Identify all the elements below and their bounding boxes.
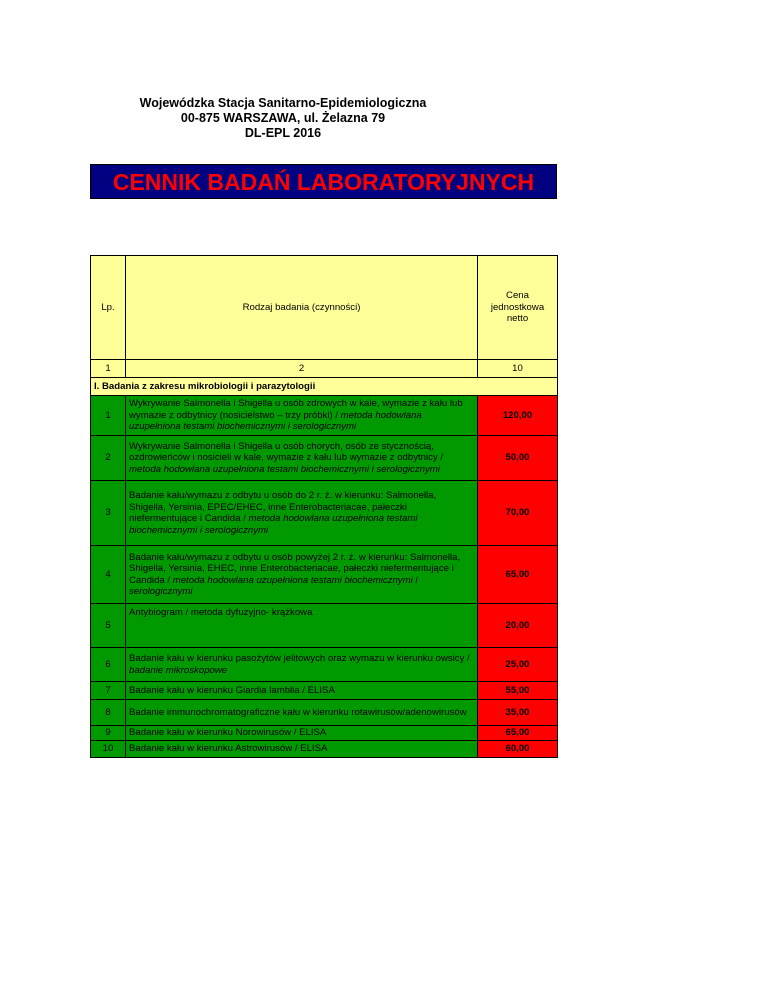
table-row xyxy=(91,396,558,436)
row-price: 25,00 xyxy=(478,648,558,682)
row-method: metoda hodowlana uzupełniona testami biochemicznymi i serologicznymi xyxy=(129,463,440,475)
row-description: Badanie kału w kierunku Giardia lamblia / ELISA xyxy=(126,682,478,700)
row-lp: 4 xyxy=(91,546,126,604)
row-price: 60,00 xyxy=(478,741,558,758)
row-description: Wykrywanie Salmonella i Shigella u osób zdrowych w kale, wymazie z kału lub wymazie z odbytnicy (nosicielstwo – trzy próbki) / metoda hodowlana uzupełniona testami biochemicznymi i serologicznymi xyxy=(126,396,478,436)
row-method: metoda hodowlana uzupełniona testami biochemicznymi i serologicznymi xyxy=(129,513,418,536)
header-unit-price: Cena jednostkowa netto xyxy=(478,256,558,360)
row-description: Antybiogram / metoda dyfuzyjno- krążkowa xyxy=(126,604,478,648)
header-lp: Lp. xyxy=(91,256,126,360)
row-description: Badanie immunochromatograficzne kału w kierunku rotawirusów/adenowirusów xyxy=(126,700,478,726)
row-lp: 7 xyxy=(91,682,126,700)
section-row xyxy=(91,378,558,396)
row-price: 55,00 xyxy=(478,682,558,700)
row-price: 65,00 xyxy=(478,546,558,604)
row-description: Badanie kału w kierunku pasożytów jelitowych oraz wymazu w kierunku owsicy / badanie mikroskopowe xyxy=(126,648,478,682)
table-row xyxy=(91,682,558,700)
row-price: 120,00 xyxy=(478,396,558,436)
row-method: metoda hodowlana uzupełniona testami biochemicznymi i serologicznymi xyxy=(129,574,418,597)
row-description: Badanie kału/wymazu z odbytu u osób do 2 r. ż. w kierunku: Salmonella, Shigella, Yersinia, EPEC/EHEC, inne Enterobacteriacae, pałeczki niefermentujące i Candida / metoda hodowlana uzupełniona testami biochemicznymi i serologicznymi xyxy=(126,481,478,546)
row-lp: 5 xyxy=(91,604,126,648)
row-lp: 10 xyxy=(91,741,126,758)
row-description: Badanie kału/wymazu z odbytu u osób powyżej 2 r. ż. w kierunku: Salmonella, Shigella, Yersinia, EHEC, inne Enterobacteriacae, pałeczki niefermentujące i Candida / metoda hodowlana uzupełniona testami biochemicznymi i serologicznymi xyxy=(126,546,478,604)
institution-header xyxy=(118,96,448,141)
row-lp: 2 xyxy=(91,436,126,481)
colnum-price: 10 xyxy=(478,360,558,378)
column-numbers-row xyxy=(91,360,558,378)
row-price: 50,00 xyxy=(478,436,558,481)
row-lp: 1 xyxy=(91,396,126,436)
document-code: DL-EPL 2016 xyxy=(244,126,322,140)
row-description: Badanie kału w kierunku Astrowirusów / ELISA xyxy=(126,741,478,758)
table-row xyxy=(91,546,558,604)
table-row xyxy=(91,436,558,481)
section-title: I. Badania z zakresu mikrobiologii i parazytologii xyxy=(91,378,558,396)
price-table xyxy=(90,255,558,758)
row-price: 20,00 xyxy=(478,604,558,648)
row-lp: 6 xyxy=(91,648,126,682)
header-test-name: Rodzaj badania (czynności) xyxy=(126,256,478,360)
row-description: Badanie kału w kierunku Norowirusów / ELISA xyxy=(126,726,478,741)
table-row xyxy=(91,604,558,648)
row-price: 70,00 xyxy=(478,481,558,546)
table-header-row xyxy=(91,256,558,360)
table-row xyxy=(91,726,558,741)
row-lp: 9 xyxy=(91,726,126,741)
table-row xyxy=(91,700,558,726)
row-method: metoda hodowlana uzupełniona testami biochemicznymi i serologicznymi xyxy=(129,409,422,433)
price-list-title: CENNIK BADAŃ LABORATORYJNYCH xyxy=(90,164,557,199)
colnum-lp: 1 xyxy=(91,360,126,378)
institution-name: Wojewódzka Stacja Sanitarno-Epidemiologiczna xyxy=(139,96,427,110)
table-row xyxy=(91,648,558,682)
institution-address: 00-875 WARSZAWA, ul. Żelazna 79 xyxy=(180,111,386,125)
row-price: 65,00 xyxy=(478,726,558,741)
row-price: 35,00 xyxy=(478,700,558,726)
row-lp: 3 xyxy=(91,481,126,546)
table-row xyxy=(91,481,558,546)
row-lp: 8 xyxy=(91,700,126,726)
colnum-name: 2 xyxy=(126,360,478,378)
row-method: badanie mikroskopowe xyxy=(129,664,228,676)
table-row xyxy=(91,741,558,758)
row-description: Wykrywanie Salmonella i Shigella u osób chorych, osób ze stycznością, ozdrowieńców i nosicieli w kale, wymazie z kału lub wymazie z odbytnicy / metoda hodowlana uzupełniona testami biochemicznymi i serologicznymi xyxy=(126,436,478,481)
